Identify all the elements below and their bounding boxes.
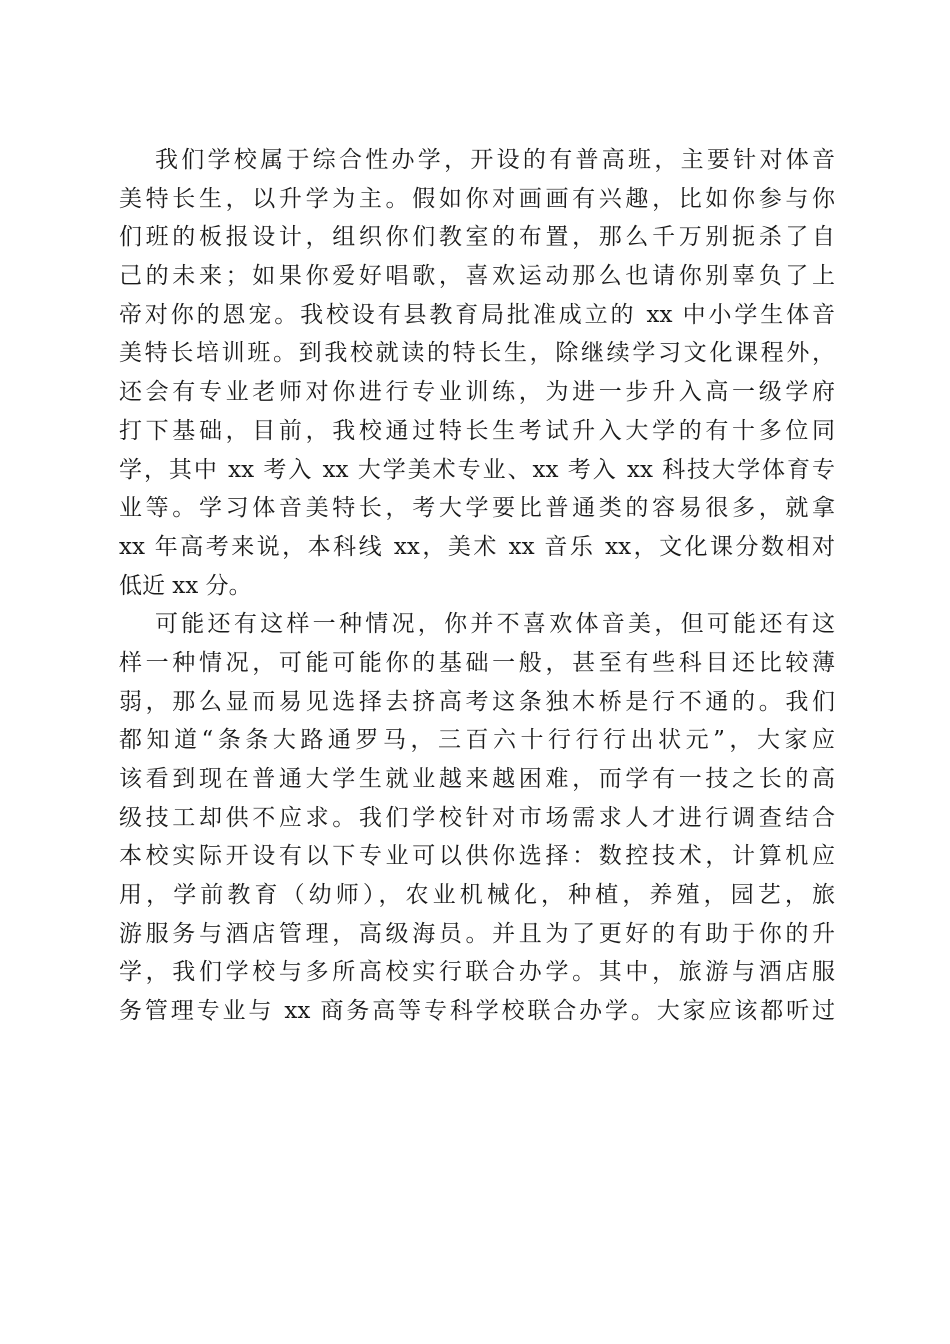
- paragraph-line: 还会有专业老师对你进行专业训练，为进一步升入高一级学府: [119, 379, 835, 406]
- paragraph-line: 样一种情况，可能可能你的基础一般，甚至有些科目还比较薄: [119, 649, 835, 676]
- paragraph-line: 美特长生，以升学为主。假如你对画画有兴趣，比如你参与你: [119, 185, 835, 212]
- paragraph-2: [119, 605, 835, 1031]
- paragraph-line: 弱，那么显而易见选择去挤高考这条独木桥是行不通的。我们: [119, 688, 835, 715]
- paragraph-line: 可能还有这样一种情况，你并不喜欢体音美，但可能还有这: [155, 611, 835, 638]
- paragraph-line: 本校实际开设有以下专业可以供你选择：数控技术，计算机应: [119, 843, 835, 870]
- paragraph-line: 用，学前教育（幼师），农业机械化，种植，养殖，园艺，旅: [119, 882, 835, 909]
- paragraph-line: 己的未来；如果你爱好唱歌，喜欢运动那么也请你别辜负了上: [119, 263, 835, 290]
- paragraph-line: 该看到现在普通大学生就业越来越困难，而学有一技之长的高: [119, 766, 835, 792]
- paragraph-line: 级技工却供不应求。我们学校针对市场需求人才进行调查结合: [119, 804, 835, 831]
- paragraph-line: 游服务与酒店管理，高级海员。并且为了更好的有助于你的升: [119, 920, 835, 947]
- paragraph-line: 们班的板报设计，组织你们教室的布置，那么千万别扼杀了自: [119, 224, 835, 251]
- paragraph-line: xx 年高考来说，本科线 xx，美术 xx 音乐 xx，文化课分数相对: [119, 533, 835, 560]
- paragraph-line: 美特长培训班。到我校就读的特长生，除继续学习文化课程外，: [119, 340, 835, 367]
- paragraph-line: 都知道“条条大路通罗马，三百六十行行行出状元”，大家应: [119, 727, 835, 754]
- paragraph-line: 学，其中 xx 考入 xx 大学美术专业、xx 考入 xx 科技大学体育专: [119, 456, 835, 483]
- paragraph-line: 打下基础，目前，我校通过特长生考试升入大学的有十多位同: [119, 417, 835, 444]
- paragraph-line: 低近 xx 分。: [119, 572, 252, 599]
- document-body: [119, 141, 835, 1031]
- paragraph-1: [119, 141, 835, 605]
- paragraph-line: 务管理专业与 xx 商务高等专科学校联合办学。大家应该都听过: [119, 998, 835, 1025]
- paragraph-line: 学，我们学校与多所高校实行联合办学。其中，旅游与酒店服: [119, 959, 835, 986]
- paragraph-line: 业等。学习体音美特长，考大学要比普通类的容易很多，就拿: [119, 495, 835, 522]
- paragraph-line: 帝对你的恩宠。我校设有县教育局批准成立的 xx 中小学生体音: [119, 301, 835, 328]
- paragraph-line: 我们学校属于综合性办学，开设的有普高班，主要针对体音: [155, 147, 835, 173]
